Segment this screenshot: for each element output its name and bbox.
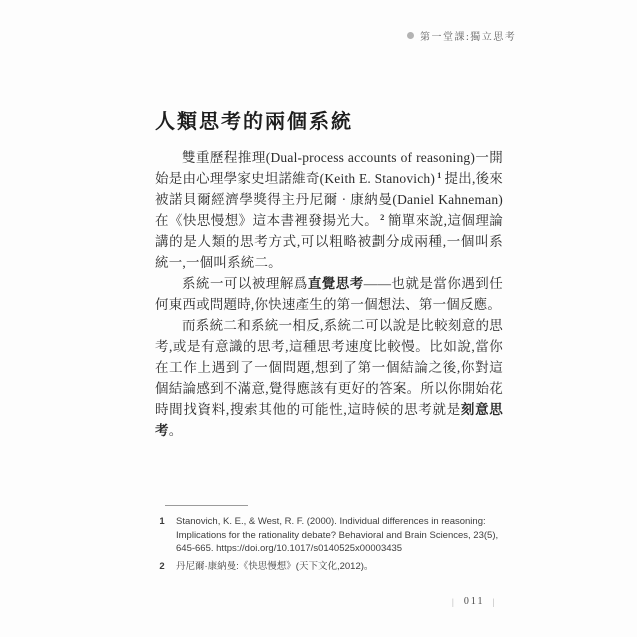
footnote-ref-1: 1 [437,169,442,180]
footnote-ref-2: 2 [380,211,385,222]
body-paragraph [155,315,503,441]
footnote-text: Stanovich, K. E., & West, R. F. (2000). Individual differences in reasoning: Implications for the rationality debate? Behavioral and Brain Sciences, 23(5), 645-665. https://doi.org/10.1017/s0140525x00003435 [176,516,499,554]
paragraph-text: 簡單來說,這個理論講的是人類的思考方式,可以粗略被劃分成兩種,一個叫系統一,一個叫系統二。 [155,213,503,270]
paragraph-text: 提出,後來被諾貝爾經濟學獎得主丹尼爾 · 康納曼(Daniel Kahneman)在《快思慢想》這本書裡發揚光大。 [155,171,504,228]
footnote-separator [165,505,248,506]
running-header [407,28,516,43]
footnote-item [157,515,509,556]
paragraph-text: 系統一可以被理解爲 [182,276,308,291]
section-dot-icon [407,32,414,39]
footnote-text: 丹尼爾·康納曼:《快思慢想》(天下文化,2012)。 [176,560,374,572]
page-number: 011 [463,596,485,607]
footnote-number: 2 [159,560,165,572]
footnote-section [157,505,509,577]
footnote-number: 1 [159,516,165,527]
page-number-bar: | [452,596,456,607]
body-paragraph [155,273,503,315]
body-text [155,147,503,441]
page-number-bar: | [492,596,497,607]
page-title: 人類思考的兩個系統 [155,111,353,133]
paragraph-text: ——也就是當你遇到任何東西或問題時,你快速產生的第一個想法、第一個反應。 [155,276,503,312]
running-header-label: 第一堂課:獨立思考 [420,32,517,43]
paragraph-text: 而系統二和系統一相反,系統二可以說是比較刻意的思考,或是有意識的思考,這種思考速度比較慢。比如說,當你在工作上遇到了一個問題,想到了第一個結論之後,你對這個結論感到不滿意,覺得應該有更好的答案。所以你開始花時間找資料,搜索其他的可能性,這時候的思考就是 [155,318,503,417]
footnote-item [157,560,509,574]
paragraph-text: 雙重歷程推理(Dual-process accounts of reasoning)一開始是由心理學家史坦諾維奇(Keith E. Stanovich) [155,150,503,186]
body-paragraph [155,147,503,273]
paragraph-text: 。 [168,423,183,438]
page-footer [452,596,496,607]
bold-term: 刻意思考 [155,402,503,438]
bold-term: 直覺思考 [307,276,364,291]
